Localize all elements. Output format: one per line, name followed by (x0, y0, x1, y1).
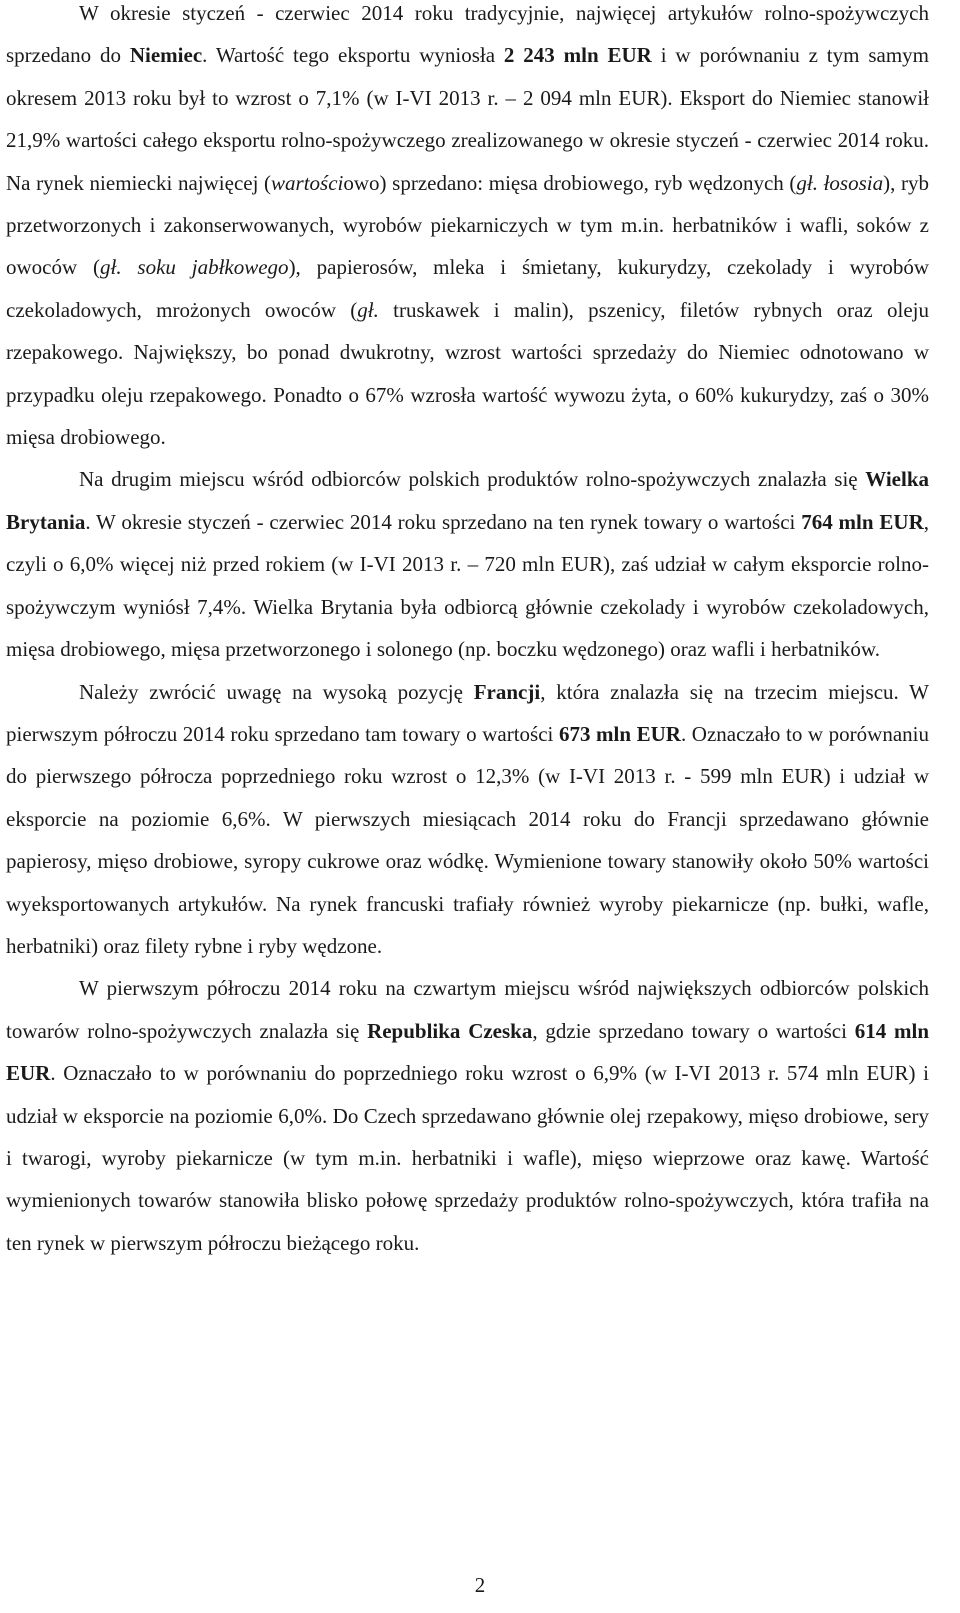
text-run: . Oznaczało to w porównaniu do pierwszego półrocza poprzedniego roku wzrost o 12,3% (w I-VI 2013 r. - 599 mln EUR) i udział w eksporcie na poziomie 6,6%. W pierwszych miesiącach 2014 roku do Francji sprzedawano głównie papierosy, mięso drobiowe, syropy cukrowe oraz wódkę. Wymienione towary stanowiły około 50% wartości wyeksportowanych artykułów. Na rynek francuski trafiały również wyroby piekarnicze (np. bułki, wafle, herbatniki) oraz filety rybne i ryby wędzone. (6, 721, 929, 958)
bold-text: Republika Czeska (367, 1018, 533, 1043)
text-run: . Oznaczało to w porównaniu do poprzedniego roku wzrost o 6,9% (w I-VI 2013 r. 574 mln EUR) i udział w eksporcie na poziomie 6,0%. Do Czech sprzedawano głównie olej rzepakowy, mięso drobiowe, sery i twarogi, wyroby piekarnicze (w tym m.in. herbatniki i wafle), mięso wieprzowe oraz kawę. Wartość wymienionych towarów stanowiła blisko połowę sprzedaży produktów rolno-spożywczych, która trafiła na ten rynek w pierwszym półroczu bieżącego roku. (6, 1061, 929, 1255)
bold-text: 2 243 mln EUR (503, 43, 652, 68)
bold-text: 614 mln EUR (6, 1018, 930, 1086)
text-run: W pierwszym półroczu 2014 roku na czwartym miejscu wśród największych odbiorców polskich towarów rolno-spożywczych znalazła się (6, 976, 929, 1043)
text-run: . Wartość tego eksportu wyniosła (202, 43, 504, 68)
text-run: , gdzie sprzedano towary o wartości (532, 1018, 855, 1043)
bold-text: 673 mln EUR (558, 721, 681, 746)
text-run: Należy zwrócić uwagę na wysoką pozycję (79, 679, 474, 704)
text-run: W okresie styczeń - czerwiec 2014 roku tradycyjnie, najwięcej artykułów rolno-spożywczych sprzedano do (6, 1, 929, 68)
paragraph-czech (6, 967, 929, 1264)
italic-text: gł. łososia (796, 170, 884, 195)
text-run: i w porównaniu z tym samym okresem 2013 roku był to wzrost o 7,1% (w I-VI 2013 r. – 2 094 mln EUR). Eksport do Niemiec stanowił 21,9% wartości całego eksportu rolno-spożywczego zrealizowanego w okresie styczeń - czerwiec 2014 roku. Na rynek niemiecki najwięcej ( (6, 43, 929, 195)
paragraph-uk (6, 458, 929, 670)
italic-text: gł. (357, 297, 379, 322)
paragraph-germany (6, 0, 929, 458)
text-run: owo) sprzedano: mięsa drobiowego, ryb wędzonych ( (343, 170, 797, 195)
bold-text: Niemiec (129, 43, 203, 68)
document-page (6, 0, 929, 1264)
bold-text: Wielka Brytania (6, 467, 929, 534)
italic-text: wartości (271, 170, 344, 195)
page-number: 2 (474, 1573, 486, 1597)
bold-text: 764 mln EUR (801, 509, 924, 534)
bold-text: Francji (473, 679, 541, 704)
paragraph-france (6, 671, 929, 968)
text-run: , czyli o 6,0% więcej niż przed rokiem (w I-VI 2013 r. – 720 mln EUR), zaś udział w całym eksporcie rolno-spożywczym wyniósł 7,4%. Wielka Brytania była odbiorcą głównie czekolady i wyrobów czekoladowych, mięsa drobiowego, mięsa przetworzonego i solonego (np. boczku wędzonego) oraz wafli i herbatników. (6, 509, 929, 662)
text-run: Na drugim miejscu wśród odbiorców polskich produktów rolno-spożywczych znalazła się (79, 467, 866, 492)
text-run: . W okresie styczeń - czerwiec 2014 roku sprzedano na ten rynek towary o wartości (85, 509, 802, 534)
text-run: , która znalazła się na trzecim miejscu. W pierwszym półroczu 2014 roku sprzedano tam towary o wartości (6, 679, 929, 746)
text-run: ), ryb przetworzonych i zakonserwowanych, wyrobów piekarniczych w tym m.in. herbatników i wafli, soków z owoców ( (6, 170, 929, 280)
italic-text: gł. soku jabłkowego (99, 255, 289, 280)
text-run: truskawek i malin), pszenicy, filetów rybnych oraz oleju rzepakowego. Największy, bo ponad dwukrotny, wzrost wartości sprzedaży do Niemiec odnotowano w przypadku oleju rzepakowego. Ponadto o 67% wzrosła wartość wywozu żyta, o 60% kukurydzy, zaś o 30% mięsa drobiowego. (6, 297, 929, 450)
text-run: ), papierosów, mleka i śmietany, kukurydzy, czekolady i wyrobów czekoladowych, mrożonych owoców ( (6, 255, 929, 322)
